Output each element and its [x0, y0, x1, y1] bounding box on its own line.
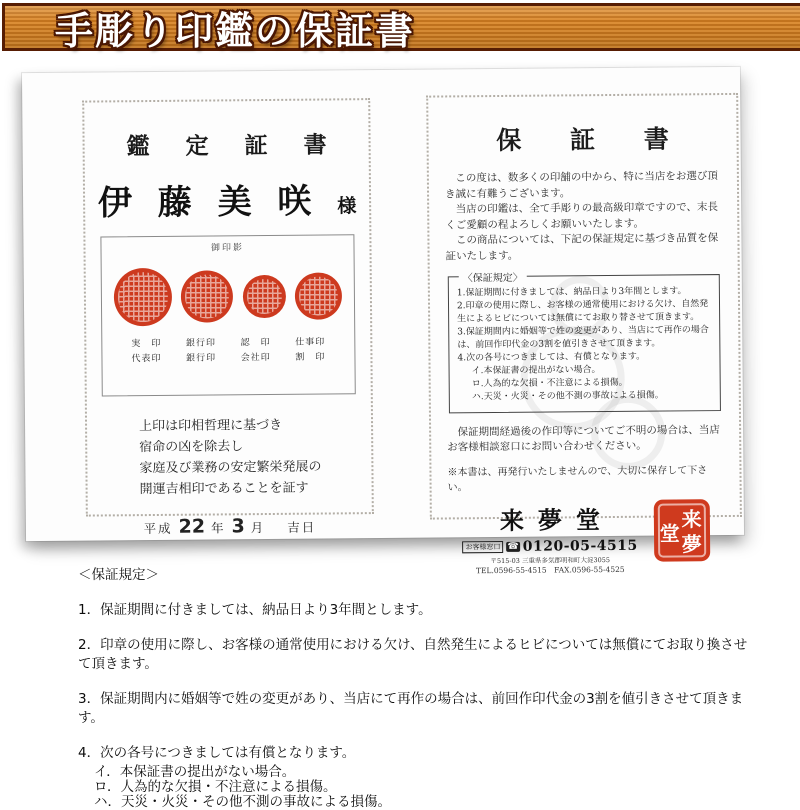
- seal-stamp-icon: [295, 272, 342, 319]
- page-title: 手彫り印鑑の保証書: [55, 8, 416, 53]
- seal-label: 認 印: [240, 337, 271, 349]
- seal-label: 割 印: [295, 352, 326, 363]
- page-banner: [2, 3, 800, 51]
- regulation-sub-item: ロ.人為的な欠損・不注意による損傷。: [471, 377, 628, 390]
- terms-item-3: 3．保証期間内に婚姻等で姓の変更があり、当店にて再作の場合は、前回作印代金の3割を値引きさせて頂きます。: [78, 691, 744, 726]
- seal-stamp-icon: [242, 274, 285, 317]
- seal-label: 銀行印: [186, 353, 217, 364]
- terms-sub-item-i: イ．本保証書の提出がない場合。: [94, 764, 296, 780]
- warranty-intro: [445, 169, 722, 264]
- seal-stamp-icon: [114, 268, 173, 327]
- honorific-label: 様: [337, 195, 357, 218]
- seal-label: 銀行印: [185, 338, 217, 349]
- terms-item-4: 4．次の各号につきましては有償となります。: [78, 745, 356, 761]
- seal-labels-row2: [102, 349, 354, 364]
- seal-label: 代表印: [131, 353, 162, 365]
- shop-seal-char: 夢: [681, 532, 702, 557]
- appraisal-title: 鑑 定 証 書: [126, 131, 341, 161]
- customer-name: [85, 173, 369, 224]
- terms-sub-item-ro: ロ．人為的な欠損・不注意による損傷。: [94, 779, 337, 795]
- contact-line: [462, 538, 637, 556]
- pledge-line: 家庭及び業務の安定繁栄発展の: [139, 459, 322, 477]
- terms-item-1: 1．保証期間に付きましては、納品日より3年間とします。: [78, 602, 432, 618]
- seal-imprint-box: [100, 234, 355, 396]
- terms-heading: ＜保証規定＞: [78, 567, 159, 583]
- phone-number: 0120-05-4515: [522, 537, 638, 555]
- shop-seal-stamp-icon: [653, 499, 710, 561]
- date-year-suffix: 年: [210, 520, 226, 536]
- customer-name-text: 伊 藤 美 咲: [97, 181, 319, 224]
- seal-label: 会社印: [240, 352, 271, 364]
- pledge-line: 開運吉相印であることを証す: [139, 480, 309, 498]
- shop-tel-fax: TEL.0596-55-4515 FAX.0596-55-4525: [475, 564, 625, 576]
- warranty-regulations-box: [448, 274, 721, 413]
- warranty-title: 保 証 書: [496, 124, 689, 156]
- shop-block: [432, 499, 741, 577]
- regulation-item: 1.保証期間に付きましては、納品日より3年間とします。: [456, 286, 687, 299]
- shop-address: 〒515-03 三重県多気郡明和町大淀3055: [490, 556, 611, 566]
- certificate-date: [88, 514, 372, 538]
- shop-info: [462, 500, 638, 577]
- imprint-box-label: 御印影: [210, 243, 245, 254]
- pledge-line: 上印は印相哲理に基づき: [138, 417, 283, 435]
- seal-label: 仕事印: [295, 337, 326, 348]
- date-year: 22: [178, 515, 206, 538]
- shop-seal-char: 堂: [659, 521, 680, 546]
- terms-item-2: 2．印章の使用に際し、お客様の通常使用における欠け、自然発生によるヒビについては無償にてお取り換させて頂きます。: [78, 637, 748, 672]
- regulation-item: 4.次の各号につきましては、有償となります。: [457, 351, 646, 364]
- regulation-item: 3.保証期間内に婚姻等で姓の変更があり、当店にて再作の場合は、前回作印代金の3割を値引きさせて頂きます。: [457, 325, 709, 351]
- after-warranty-note: 保証期間経過後の作印等についてご不明の場合は、当店お客様相談窓口にお問い合わせください。: [447, 424, 720, 454]
- date-day: 吉日: [287, 519, 317, 535]
- warranty-certificate: [426, 93, 742, 576]
- seal-label: 実 印: [131, 338, 162, 350]
- shop-seal-char: 来: [681, 507, 702, 532]
- intro-paragraph: この商品については、下記の保証規定に基づき品質を保証いたします。: [445, 232, 719, 262]
- regulation-sub-item: ハ.天災・火災・その他不測の事故による損傷。: [471, 390, 664, 403]
- regulations-box-title: 〈保証規定〉: [459, 269, 527, 285]
- date-era: 平成: [143, 520, 173, 537]
- pledge-line: 宿命の凶を除去し: [139, 439, 244, 456]
- seal-imprints: [102, 264, 355, 328]
- certificate-photo: [22, 67, 744, 576]
- regulation-sub-item: イ.本保証書の提出がない場合。: [471, 365, 601, 377]
- freedial-icon: ☎: [507, 541, 519, 552]
- intro-paragraph: この度は、数多くの印舗の中から、特に当店をお選び頂き誠に有難うございます。: [444, 170, 718, 200]
- warranty-terms-section: [78, 566, 748, 810]
- seal-labels-row1: [102, 334, 354, 349]
- shop-name: 来夢堂: [499, 504, 615, 535]
- intro-paragraph: 当店の印鑑は、全て手彫りの最高級印章ですので、末長くご愛顧の程よろしくお願いいたします。: [445, 201, 719, 231]
- appraisal-certificate: [82, 98, 374, 538]
- date-month: 3: [231, 515, 245, 538]
- terms-sub-item-ha: ハ．天災・火災・その他不測の事故による損傷。: [94, 794, 391, 810]
- date-month-suffix: 月: [250, 520, 266, 536]
- keep-safe-note: ※本書は、再発行いたしませんので、大切に保存して下さい。: [447, 465, 708, 494]
- contact-badge: お客様窓口: [462, 541, 503, 553]
- seal-stamp-icon: [181, 270, 233, 322]
- regulation-item: 2.印章の使用に際し、お客様の通常使用における欠け、自然発生によるヒビについては無償にてお取り替させて頂きます。: [456, 299, 709, 325]
- pledge-text: [139, 414, 372, 500]
